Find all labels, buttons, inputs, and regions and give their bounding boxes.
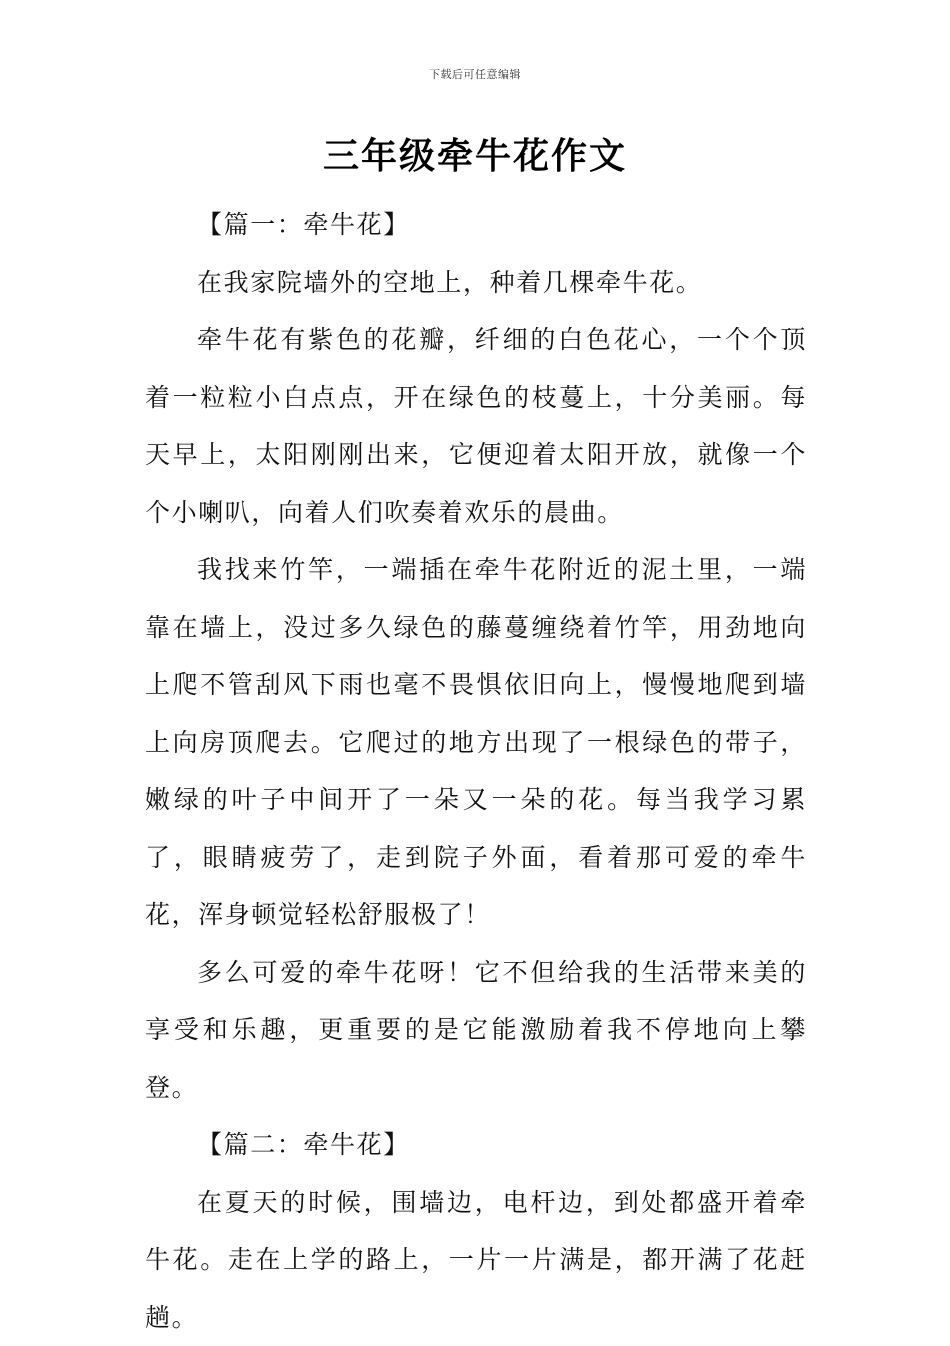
section-heading-2: 【篇二：牵牛花】 (145, 1116, 807, 1174)
header-note: 下载后可任意编辑 (0, 66, 950, 82)
paragraph: 牵牛花有紫色的花瓣，纤细的白色花心，一个个顶着一粒粒小白点点，开在绿色的枝蔓上，十分美丽。每天早上，太阳刚刚出来，它便迎着太阳开放，就像一个个小喇叭，向着人们吹奏着欢乐的晨曲。 (145, 311, 807, 541)
document-body (145, 196, 807, 1346)
paragraph: 我找来竹竿，一端插在牵牛花附近的泥土里，一端靠在墙上，没过多久绿色的藤蔓缠绕着竹竿，用劲地向上爬不管刮风下雨也毫不畏惧依旧向上，慢慢地爬到墙上向房顶爬去。它爬过的地方出现了一根绿色的带子，嫩绿的叶子中间开了一朵又一朵的花。每当我学习累了，眼睛疲劳了，走到院子外面，看着那可爱的牵牛花，浑身顿觉轻松舒服极了！ (145, 541, 807, 944)
paragraph: 多么可爱的牵牛花呀！它不但给我的生活带来美的享受和乐趣，更重要的是它能激励着我不停地向上攀登。 (145, 944, 807, 1117)
paragraph: 在夏天的时候，围墙边，电杆边，到处都盛开着牵牛花。走在上学的路上，一片一片满是，都开满了花赶趟。 (145, 1174, 807, 1346)
document-title: 三年级牵牛花作文 (0, 128, 950, 179)
section-heading-1: 【篇一：牵牛花】 (145, 196, 807, 254)
paragraph: 在我家院墙外的空地上，种着几棵牵牛花。 (145, 254, 807, 312)
